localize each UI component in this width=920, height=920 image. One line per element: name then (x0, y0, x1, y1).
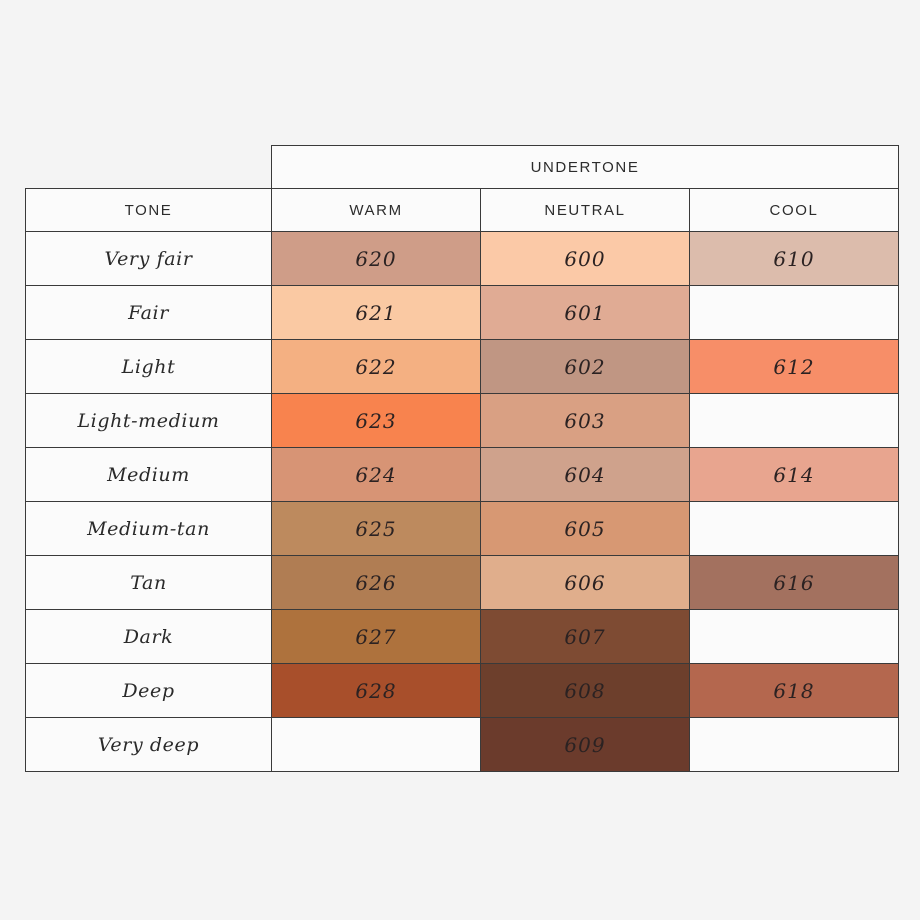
tone-label: Light (26, 340, 272, 394)
empty-cell (690, 286, 899, 340)
shade-swatch[interactable]: 601 (481, 286, 690, 340)
empty-cell (690, 394, 899, 448)
shade-swatch[interactable]: 614 (690, 448, 899, 502)
column-header-neutral: NEUTRAL (481, 189, 690, 232)
tone-label: Medium (26, 448, 272, 502)
empty-cell (272, 718, 481, 772)
undertone-group-header: UNDERTONE (272, 146, 899, 189)
shade-swatch[interactable]: 612 (690, 340, 899, 394)
shade-swatch[interactable]: 624 (272, 448, 481, 502)
column-header-cool: COOL (690, 189, 899, 232)
table-row (26, 232, 899, 286)
tone-label: Very deep (26, 718, 272, 772)
shade-swatch[interactable]: 618 (690, 664, 899, 718)
shade-swatch[interactable]: 606 (481, 556, 690, 610)
shade-swatch[interactable]: 600 (481, 232, 690, 286)
tone-label: Deep (26, 664, 272, 718)
shade-swatch[interactable]: 609 (481, 718, 690, 772)
column-header-warm: WARM (272, 189, 481, 232)
tone-label: Tan (26, 556, 272, 610)
tone-label: Dark (26, 610, 272, 664)
shade-swatch[interactable]: 622 (272, 340, 481, 394)
shade-swatch[interactable]: 620 (272, 232, 481, 286)
table-row (26, 664, 899, 718)
shade-swatch[interactable]: 607 (481, 610, 690, 664)
shade-swatch[interactable]: 616 (690, 556, 899, 610)
tone-label: Very fair (26, 232, 272, 286)
shade-swatch[interactable]: 602 (481, 340, 690, 394)
table-row (26, 718, 899, 772)
table-row (26, 448, 899, 502)
shade-swatch[interactable]: 628 (272, 664, 481, 718)
header-spacer-cell (26, 146, 272, 189)
shade-swatch[interactable]: 603 (481, 394, 690, 448)
shade-swatch[interactable]: 605 (481, 502, 690, 556)
shade-swatch[interactable]: 625 (272, 502, 481, 556)
shade-swatch[interactable]: 610 (690, 232, 899, 286)
table-row (26, 340, 899, 394)
shade-swatch[interactable]: 627 (272, 610, 481, 664)
table-row (26, 556, 899, 610)
table-row (26, 610, 899, 664)
shade-swatch[interactable]: 623 (272, 394, 481, 448)
shade-swatch[interactable]: 621 (272, 286, 481, 340)
table-row (26, 394, 899, 448)
tone-label: Light-medium (26, 394, 272, 448)
shade-swatch[interactable]: 604 (481, 448, 690, 502)
table-header-row (26, 189, 899, 232)
shade-swatch[interactable]: 608 (481, 664, 690, 718)
shade-swatch[interactable]: 626 (272, 556, 481, 610)
empty-cell (690, 718, 899, 772)
column-header-tone: TONE (26, 189, 272, 232)
table-header-group-row (26, 146, 899, 189)
tone-label: Medium-tan (26, 502, 272, 556)
tone-label: Fair (26, 286, 272, 340)
table-row (26, 286, 899, 340)
table-row (26, 502, 899, 556)
shade-matrix-table (25, 145, 899, 772)
empty-cell (690, 502, 899, 556)
empty-cell (690, 610, 899, 664)
